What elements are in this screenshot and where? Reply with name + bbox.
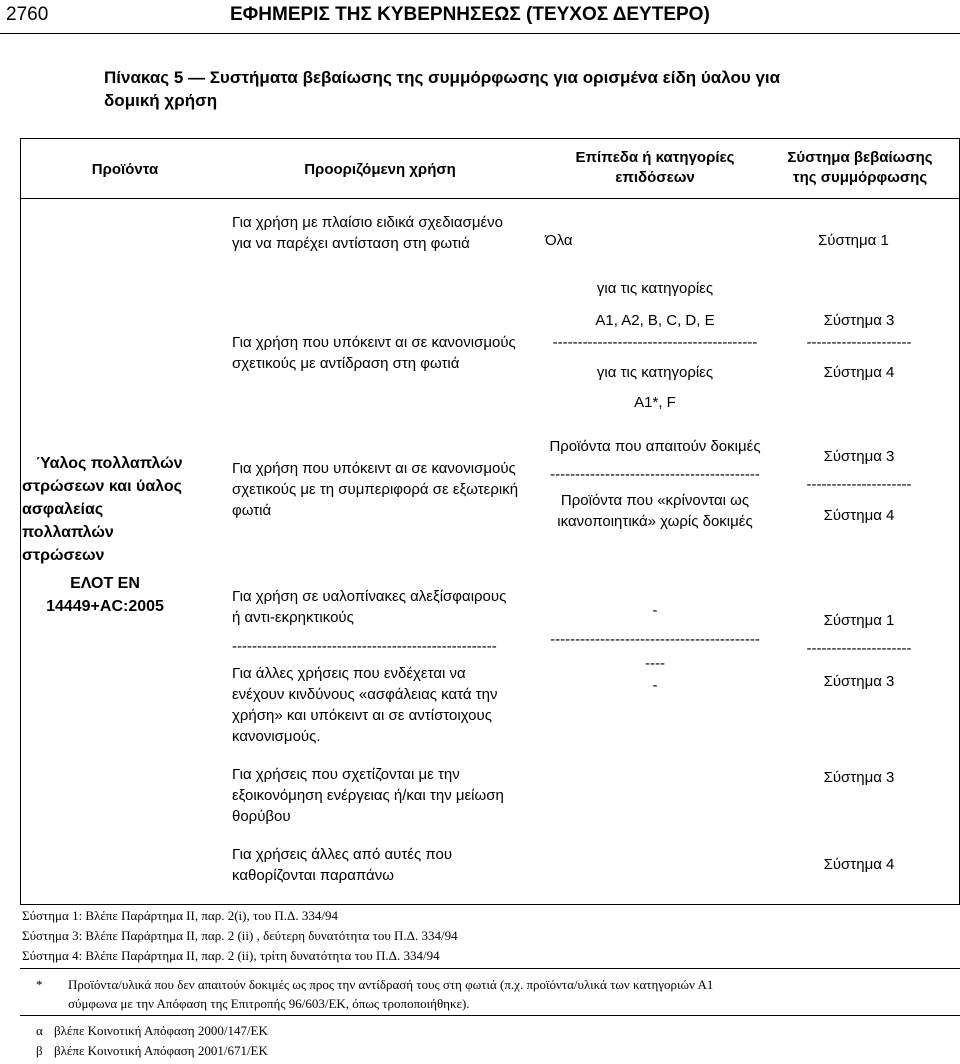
row4-use-line6: κανονισμούς. [232,728,321,745]
row4-level-line1: - [652,602,658,619]
row1-use-line2: για να παρέχει αντίσταση στη φωτιά [232,235,470,252]
table-header-border [20,198,960,199]
column-header-levels [530,148,780,188]
row3-use [232,458,518,521]
row6-system: Σύστημα 4 [823,856,895,873]
product-line2: στρώσεων και ύαλος [22,478,182,495]
alpha-note: βλέπε Κοινοτική Απόφαση 2000/147/ΕΚ [54,1023,268,1038]
row3-use-line2: σχετικούς με τη συμπεριφορά σε εξωτερική [232,481,519,498]
row4-level-separator: ------------------------------------------ [550,631,760,648]
note-system-4: Σύστημα 4: Βλέπε Παράρτημα ΙΙ, παρ. 2 (ii), τρίτη δυνατότητα του Π.Δ. 334/94 [22,948,440,963]
row3-use-line3: φωτιά [232,502,272,519]
row3-system-line1: Σύστημα 3 [823,448,895,465]
levels-header-line2: επιδόσεων [615,169,695,186]
header-rule [0,33,960,34]
row1-use-line1: Για χρήση με πλαίσιο ειδικά σχεδιασμένο [232,214,503,231]
star-note-line2: σύμφωνα με την Απόφαση της Επιτροπής 96/603/ΕΚ, όπως τροποποιήθηκε). [68,996,470,1011]
table-title-line2: δομική χρήση [104,91,218,110]
row4-level-line3: - [652,677,658,694]
beta-mark: β [36,1043,43,1058]
row1-level: Όλα [545,232,573,249]
table-title [104,66,864,112]
product-line3: ασφαλείας [22,501,104,518]
row4-levels [530,600,780,696]
row4-use-line2: ή αντι-εκρηκτικούς [232,609,354,626]
row2-level-line1: για τις κατηγορίες [596,280,714,297]
row1-system: Σύστημα 1 [818,232,889,249]
table-title-line1: Πίνακας 5 — Συστήματα βεβαίωσης της συμμόρφωσης για ορισμένα είδη ύαλου για [104,68,781,87]
row6-use [232,844,452,886]
row2-use-line2: σχετικούς με αντίδραση στη φωτιά [232,355,460,372]
row3-system-separator: --------------------- [806,476,912,493]
row2-level-line3: για τις κατηγορίες [596,364,714,381]
star-note-line1: Προϊόντα/υλικά που δεν απαιτούν δοκιμές ως προς την αντίδρασή τους στη φωτιά (π.χ. προϊόντα/υλικά των κατηγοριών Α1 [68,977,714,992]
row4-level-line2: ---- [645,655,665,672]
page-number: 2760 [6,4,49,25]
levels-header-line1: Επίπεδα ή κατηγορίες [575,149,735,166]
row5-use-line3: θορύβου [232,808,291,825]
row2-level-separator: ----------------------------------------- [552,334,758,351]
product-line1: Ύαλος πολλαπλών [36,455,183,472]
row2-system-line2: Σύστημα 4 [823,364,895,381]
row4-use-line3: Για άλλες χρήσεις που ενδέχεται να [232,665,466,682]
table-bottom-border [20,904,960,905]
row4-use-line5: χρήση» και υπόκειντ αι σε αντίστοιχους [232,707,492,724]
notes-divider [20,968,960,969]
gazette-title: ΕΦΗΜΕΡΙΣ ΤΗΣ ΚΥΒΕΡΝΗΣΕΩΣ (ΤΕΥΧΟΣ ΔΕΥΤΕΡΟ) [230,4,710,25]
product-standard [20,572,190,618]
footnotes-divider [20,1015,960,1016]
row3-level-separator: ------------------------------------------ [550,466,760,483]
row2-levels [530,278,780,413]
row2-use [232,332,516,374]
row6-use-line2: καθορίζονται παραπάνω [232,867,394,884]
row4-system-line1: Σύστημα 1 [823,612,895,629]
product-line5: στρώσεων [22,547,105,564]
row4-use-separator: ----------------------------------------------------- [232,638,497,655]
row4-use-line1: Για χρήση σε υαλοπίνακες αλεξίσφαιρους [232,588,507,605]
table-left-border [20,138,21,904]
beta-note: βλέπε Κοινοτική Απόφαση 2001/671/ΕΚ [54,1043,268,1058]
row2-level-line2: A1, A2, B, C, D, E [595,312,715,329]
table-top-border [20,138,960,139]
system-header-line1: Σύστημα βεβαίωσης [787,149,933,166]
column-header-intended-use: Προοριζόμενη χρήση [304,161,456,178]
alpha-mark: α [36,1023,43,1038]
row4-system-line2: Σύστημα 3 [823,673,895,690]
row3-level-line3: ικανοποιητικά» χωρίς δοκιμές [557,513,753,530]
product-name [22,452,227,567]
row4-system-separator: --------------------- [806,640,912,657]
row5-system: Σύστημα 3 [823,769,895,786]
row3-level-line1: Προϊόντα που απαιτούν δοκιμές [549,438,761,455]
column-header-system [780,148,940,188]
row4-use-line4: ενέχουν κινδύνους «ασφάλειας κατά την [232,686,498,703]
star-mark: * [36,977,43,992]
row3-systems [780,446,938,526]
column-header-products: Προϊόντα [91,161,159,178]
row2-level-line4: A1*, F [634,394,676,411]
row2-system-separator: --------------------- [806,334,912,351]
row2-use-line1: Για χρήση που υπόκειντ αι σε κανονισμούς [232,334,516,351]
system-header-line2: της συμμόρφωσης [792,169,928,186]
note-system-1: Σύστημα 1: Βλέπε Παράρτημα ΙΙ, παρ. 2(i), του Π.Δ. 334/94 [22,908,338,923]
row3-use-line1: Για χρήση που υπόκειντ αι σε κανονισμούς [232,460,516,477]
row5-use-line2: εξοικονόμηση ενέργειας ή/και την μείωση [232,787,504,804]
row2-systems [780,310,938,383]
row3-levels [530,436,780,532]
standard-line1: ΕΛΟΤ ΕΝ [70,575,140,592]
row5-use-line1: Για χρήσεις που σχετίζονται με την [232,766,460,783]
row5-use [232,764,504,827]
row1-use [232,212,503,254]
row2-system-line1: Σύστημα 3 [823,312,895,329]
standard-line2: 14449+AC:2005 [46,598,164,615]
product-line4: πολλαπλών [22,524,114,541]
row4-use [232,586,506,747]
row6-use-line1: Για χρήσεις άλλες από αυτές που [232,846,453,863]
row3-level-line2: Προϊόντα που «κρίνονται ως [560,492,750,509]
row3-system-line2: Σύστημα 4 [823,507,895,524]
note-system-3: Σύστημα 3: Βλέπε Παράρτημα ΙΙ, παρ. 2 (ii) , δεύτερη δυνατότητα του Π.Δ. 334/94 [22,928,458,943]
row4-systems [780,610,938,692]
